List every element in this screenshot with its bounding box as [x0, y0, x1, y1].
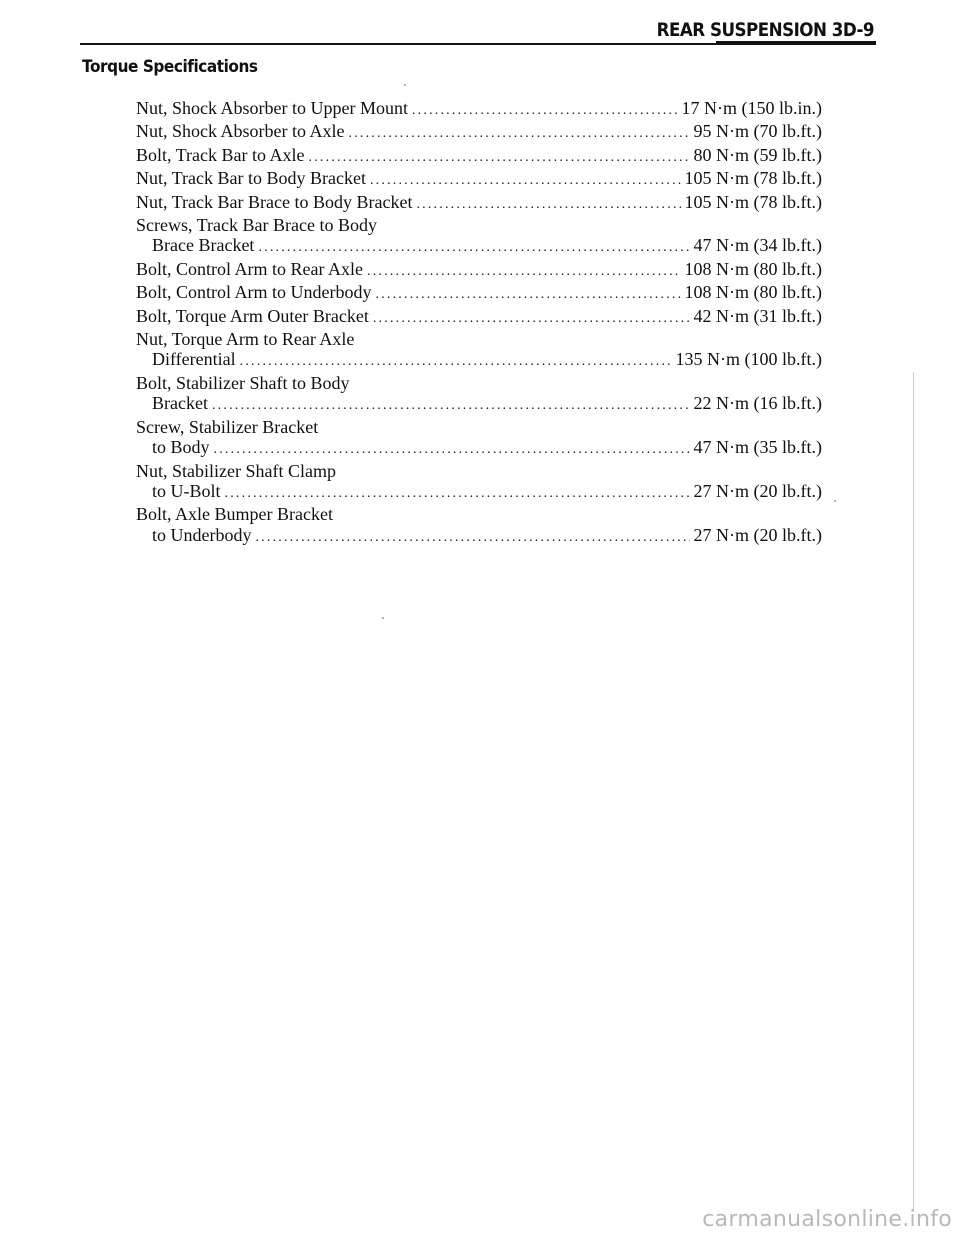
spec-value: 80 N·m (59 lb.ft.): [693, 144, 822, 165]
spec-value: 95 N·m (70 lb.ft.): [693, 121, 822, 142]
scan-margin-line: [913, 372, 914, 1212]
spec-row: [136, 168, 822, 191]
leader-dots: [367, 262, 681, 282]
spec-row: [136, 192, 822, 215]
spec-row: [136, 145, 822, 168]
torque-spec-table: [136, 98, 822, 548]
scan-speck: [834, 500, 836, 502]
leader-dots: [370, 171, 681, 191]
spec-row: [136, 481, 822, 504]
spec-row: [136, 306, 822, 329]
spec-value: 27 N·m (20 lb.ft.): [693, 524, 822, 545]
leader-dots: [258, 238, 689, 258]
spec-row: [136, 525, 822, 548]
spec-label: Nut, Track Bar Brace to Body Bracket: [136, 191, 413, 212]
spec-value: 108 N·m (80 lb.ft.): [684, 282, 822, 303]
spec-label: to Body: [152, 437, 210, 458]
leader-dots: [212, 396, 690, 416]
section-heading: Torque Specifications: [82, 57, 258, 77]
leader-dots: [349, 124, 690, 144]
leader-dots: [412, 101, 678, 121]
spec-label: Bolt, Track Bar to Axle: [136, 144, 305, 165]
spec-label-line1: Screw, Stabilizer Bracket: [136, 416, 319, 437]
spec-row: [136, 235, 822, 258]
watermark-text: carmanualsonline.info: [702, 1207, 952, 1232]
spec-label: Brace Bracket: [152, 235, 255, 256]
spec-row: [136, 259, 822, 282]
spec-value: 42 N·m (31 lb.ft.): [693, 305, 822, 326]
spec-row: [136, 121, 822, 144]
spec-value: 22 N·m (16 lb.ft.): [693, 393, 822, 414]
leader-dots: [416, 195, 680, 215]
scan-speck: [404, 84, 406, 86]
spec-value: 135 N·m (100 lb.ft.): [675, 349, 822, 370]
leader-dots: [214, 440, 690, 460]
leader-dots: [255, 528, 689, 548]
spec-label: Bolt, Control Arm to Underbody: [136, 282, 372, 303]
spec-label-line1: Bolt, Axle Bumper Bracket: [136, 504, 333, 525]
leader-dots: [240, 352, 672, 372]
spec-row: [136, 349, 822, 372]
spec-label-line1: Nut, Torque Arm to Rear Axle: [136, 329, 355, 350]
spec-row: [136, 282, 822, 305]
spec-label-line1: Screws, Track Bar Brace to Body: [136, 215, 377, 236]
leader-dots: [373, 309, 690, 329]
leader-dots: [376, 285, 681, 305]
spec-label: Nut, Shock Absorber to Upper Mount: [136, 98, 408, 118]
spec-label: Bolt, Control Arm to Rear Axle: [136, 258, 363, 279]
spec-row: [136, 437, 822, 460]
spec-value: 27 N·m (20 lb.ft.): [693, 480, 822, 501]
spec-label: Bolt, Torque Arm Outer Bracket: [136, 305, 369, 326]
spec-value: 105 N·m (78 lb.ft.): [684, 168, 822, 189]
scan-speck: [382, 617, 384, 619]
spec-value: 105 N·m (78 lb.ft.): [684, 191, 822, 212]
spec-label: Bracket: [152, 393, 208, 414]
spec-label: Nut, Shock Absorber to Axle: [136, 121, 345, 142]
spec-value: 47 N·m (34 lb.ft.): [693, 235, 822, 256]
spec-value: 17 N·m (150 lb.in.): [681, 98, 822, 118]
spec-value: 47 N·m (35 lb.ft.): [693, 437, 822, 458]
spec-value: 108 N·m (80 lb.ft.): [684, 258, 822, 279]
spec-label: to U-Bolt: [152, 480, 221, 501]
header-rule-accent: [716, 41, 876, 44]
page-header-title: REAR SUSPENSION 3D-9: [656, 19, 874, 41]
spec-label: Differential: [152, 349, 236, 370]
spec-label: to Underbody: [152, 524, 252, 545]
spec-row: [136, 393, 822, 416]
spec-label-line1: Nut, Stabilizer Shaft Clamp: [136, 460, 336, 481]
leader-dots: [225, 484, 690, 504]
spec-label-line1: Bolt, Stabilizer Shaft to Body: [136, 372, 350, 393]
spec-row: [136, 98, 822, 121]
spec-label: Nut, Track Bar to Body Bracket: [136, 168, 366, 189]
leader-dots: [309, 148, 690, 168]
